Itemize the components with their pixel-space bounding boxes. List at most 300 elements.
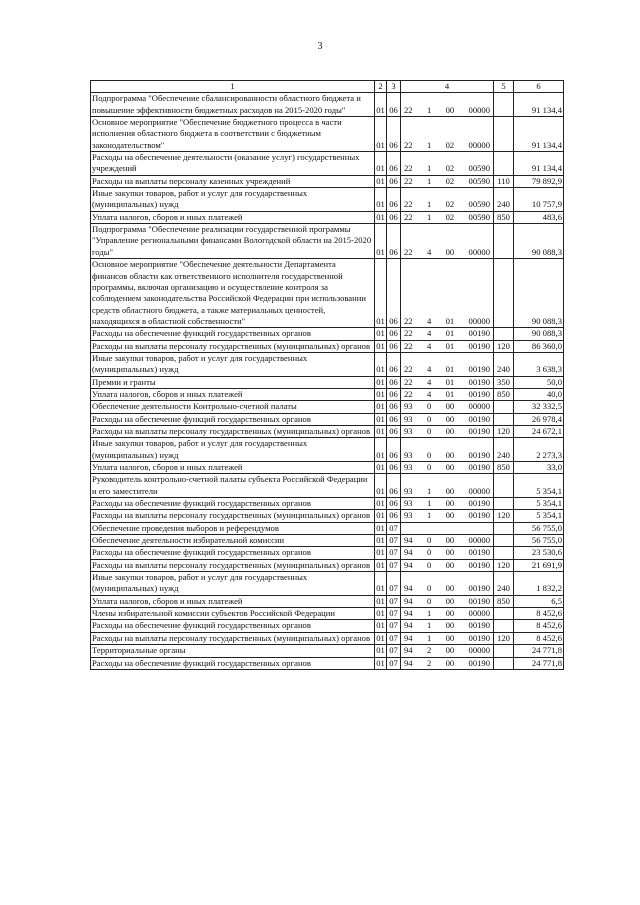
row-target-article — [401, 93, 494, 117]
target-article-code — [402, 316, 492, 327]
row-section: 01 — [376, 645, 385, 656]
target-article-part: 00 — [445, 535, 455, 546]
row-expense-type: 120 — [494, 559, 514, 571]
target-article-part: 00000 — [468, 246, 490, 257]
row-expense-type — [494, 259, 514, 328]
row-name: Подпрограмма "Обеспечение сбалансированности областного бюджета и повышение эффективности бюджетных расходов на 2015-2020 годы" — [91, 93, 375, 117]
row-expense-type: 120 — [494, 632, 514, 644]
row-name: Расходы на обеспечение функций государственных органов — [91, 413, 375, 425]
row-section: 01 — [376, 620, 385, 631]
target-article-part: 00 — [445, 620, 455, 631]
target-article-part: 00 — [445, 449, 455, 460]
row-name: Расходы на выплаты персоналу государственных (муниципальных) органов — [91, 559, 375, 571]
target-article-part: 22 — [404, 163, 413, 174]
target-article-part: 00190 — [468, 559, 490, 570]
row-target-article — [401, 352, 494, 376]
row-target-article — [401, 535, 494, 547]
row-target-article — [401, 608, 494, 620]
target-article-part: 1 — [426, 211, 432, 222]
target-article-part: 0 — [426, 449, 432, 460]
row-name: Подпрограмма "Обеспечение реализации государственной программы "Управление региональными финансами Вологодской области на 2015-2020 годы" — [91, 224, 375, 259]
target-article-part: 00190 — [468, 328, 490, 339]
row-target-article — [401, 522, 494, 534]
row-subsection: 06 — [387, 352, 401, 376]
header-cell: 1 — [91, 81, 375, 93]
target-article-part: 00000 — [468, 535, 490, 546]
target-article-part: 00 — [445, 246, 455, 257]
row-section: 01 — [375, 188, 387, 212]
row-amount: 3 638,3 — [514, 352, 564, 376]
target-article-part: 00590 — [468, 199, 490, 210]
row-expense-type: 850 — [494, 388, 514, 400]
row-name: Иные закупки товаров, работ и услуг для государственных (муниципальных) нужд — [91, 438, 375, 462]
table-row — [91, 438, 564, 462]
row-amount: 8 452,6 — [514, 620, 564, 632]
row-expense-type: 120 — [494, 340, 514, 352]
target-article-part: 00 — [445, 559, 455, 570]
target-article-part: 00190 — [468, 583, 490, 594]
target-article-part: 22 — [404, 364, 413, 375]
row-amount: 6,5 — [514, 595, 564, 607]
row-target-article — [401, 462, 494, 474]
target-article-part: 94 — [404, 645, 413, 656]
target-article-part: 94 — [404, 620, 413, 631]
row-subsection: 07 — [387, 595, 401, 607]
target-article-part: 93 — [404, 449, 413, 460]
target-article-code — [402, 140, 492, 151]
row-target-article — [401, 388, 494, 400]
row-section: 01 — [376, 498, 385, 509]
row-target-article — [401, 438, 494, 462]
row-subsection: 07 — [387, 547, 401, 559]
target-article-part: 22 — [404, 388, 413, 399]
row-expense-type — [494, 93, 514, 117]
row-subsection: 06 — [387, 211, 401, 223]
target-article-part: 00 — [445, 510, 455, 521]
table-row — [91, 401, 564, 413]
table-row — [91, 608, 564, 620]
row-amount: 5 354,1 — [514, 498, 564, 510]
row-name: Иные закупки товаров, работ и услуг для государственных (муниципальных) нужд — [91, 352, 375, 376]
row-subsection: 06 — [387, 259, 401, 328]
row-target-article — [401, 620, 494, 632]
target-article-part: 94 — [404, 535, 413, 546]
row-name: Расходы на обеспечение функций государственных органов — [91, 547, 375, 559]
row-section: 01 — [375, 572, 387, 596]
target-article-part: 94 — [404, 559, 413, 570]
row-amount: 483,6 — [514, 211, 564, 223]
row-subsection: 06 — [387, 224, 401, 259]
row-expense-type — [494, 522, 514, 534]
row-target-article — [401, 474, 494, 498]
row-expense-type: 850 — [494, 595, 514, 607]
target-article-code — [402, 620, 492, 631]
table-row — [91, 211, 564, 223]
row-subsection: 06 — [387, 388, 401, 400]
row-subsection: 06 — [387, 510, 401, 522]
row-section: 01 — [376, 413, 385, 424]
row-amount: 91 134,4 — [514, 93, 564, 117]
row-target-article — [401, 425, 494, 437]
row-amount: 5 354,1 — [514, 474, 564, 498]
row-expense-type: 240 — [494, 188, 514, 212]
target-article-part: 00000 — [468, 485, 490, 496]
row-section: 01 — [376, 425, 385, 436]
row-target-article — [401, 259, 494, 328]
target-article-part: 00 — [445, 645, 455, 656]
row-subsection: 07 — [387, 608, 401, 620]
row-subsection: 07 — [387, 572, 401, 596]
row-amount: 90 088,3 — [514, 328, 564, 340]
table-row — [91, 559, 564, 571]
table-row — [91, 413, 564, 425]
target-article-part: 0 — [426, 413, 432, 424]
table-row — [91, 340, 564, 352]
row-subsection: 07 — [387, 657, 401, 669]
target-article-part: 2 — [426, 645, 432, 656]
target-article-code — [402, 462, 492, 473]
row-target-article — [401, 340, 494, 352]
row-expense-type — [494, 224, 514, 259]
target-article-part: 22 — [404, 340, 413, 351]
row-expense-type — [494, 474, 514, 498]
target-article-code — [402, 401, 492, 412]
row-name: Обеспечение деятельности избирательной комиссии — [91, 535, 375, 547]
row-section: 01 — [376, 175, 385, 186]
target-article-part: 22 — [404, 246, 413, 257]
row-target-article — [401, 547, 494, 559]
row-target-article — [401, 188, 494, 212]
row-subsection: 06 — [387, 93, 401, 117]
target-article-part: 2 — [426, 657, 432, 668]
row-name: Уплата налогов, сборов и иных платежей — [91, 388, 375, 400]
target-article-part: 1 — [426, 632, 432, 643]
header-row — [91, 81, 564, 93]
target-article-part: 00190 — [468, 376, 490, 387]
row-name: Руководитель контрольно-счетной палаты субъекта Российской Федерации и его заместители — [91, 474, 375, 498]
target-article-part: 00190 — [468, 498, 490, 509]
target-article-part: 00 — [445, 657, 455, 668]
target-article-part: 00000 — [468, 401, 490, 412]
row-name: Уплата налогов, сборов и иных платежей — [91, 462, 375, 474]
row-expense-type: 240 — [494, 572, 514, 596]
target-article-part: 94 — [404, 595, 413, 606]
row-name: Премии и гранты — [91, 376, 375, 388]
target-article-part: 00190 — [468, 449, 490, 460]
target-article-code — [402, 176, 492, 187]
target-article-code — [402, 596, 492, 607]
row-amount: 32 332,5 — [514, 401, 564, 413]
target-article-part: 0 — [426, 547, 432, 558]
row-expense-type — [494, 401, 514, 413]
budget-table — [90, 80, 564, 670]
row-amount: 24 771,8 — [514, 645, 564, 657]
target-article-part: 01 — [445, 364, 455, 375]
row-name: Члены избирательной комиссии субъектов Российской Федерации — [91, 608, 375, 620]
table-row — [91, 657, 564, 669]
row-section: 01 — [376, 388, 385, 399]
row-target-article — [401, 413, 494, 425]
target-article-part: 01 — [445, 340, 455, 351]
row-section: 01 — [376, 657, 385, 668]
row-section: 01 — [375, 224, 387, 259]
header-cell: 4 — [401, 81, 494, 93]
target-article-part: 22 — [404, 175, 413, 186]
row-expense-type: 350 — [494, 376, 514, 388]
row-section: 01 — [376, 462, 385, 472]
target-article-code — [402, 341, 492, 352]
target-article-part: 00 — [445, 498, 455, 509]
table-row — [91, 259, 564, 328]
table-row — [91, 224, 564, 259]
target-article-part: 1 — [426, 199, 432, 210]
page-number: 3 — [317, 41, 323, 52]
target-article-part: 01 — [445, 376, 455, 387]
row-expense-type — [494, 608, 514, 620]
target-article-part: 0 — [426, 425, 432, 436]
target-article-code — [402, 364, 492, 375]
table-row — [91, 188, 564, 212]
table-row — [91, 632, 564, 644]
target-article-code — [402, 377, 492, 388]
row-name: Расходы на выплаты персоналу казенных учреждений — [91, 175, 375, 187]
target-article-code — [402, 583, 492, 594]
row-amount: 50,0 — [514, 376, 564, 388]
row-amount: 33,0 — [514, 462, 564, 474]
target-article-part: 00 — [445, 413, 455, 424]
target-article-code — [402, 163, 492, 174]
row-expense-type — [494, 413, 514, 425]
target-article-part: 94 — [404, 547, 413, 558]
row-subsection: 06 — [387, 175, 401, 187]
target-article-part: 22 — [404, 139, 413, 150]
target-article-part: 93 — [404, 462, 413, 472]
target-article-code — [402, 633, 492, 644]
row-target-article — [401, 401, 494, 413]
row-target-article — [401, 498, 494, 510]
target-article-code — [402, 199, 492, 210]
row-section: 01 — [376, 401, 385, 412]
row-name: Обеспечение проведения выборов и референдумов — [91, 522, 375, 534]
target-article-part: 94 — [404, 657, 413, 668]
target-article-part: 00 — [445, 401, 455, 412]
target-article-part: 02 — [445, 175, 455, 186]
row-name: Иные закупки товаров, работ и услуг для государственных (муниципальных) нужд — [91, 572, 375, 596]
target-article-part: 93 — [404, 425, 413, 436]
target-article-code — [402, 105, 492, 116]
target-article-code — [402, 212, 492, 223]
row-amount: 5 354,1 — [514, 510, 564, 522]
row-subsection: 07 — [387, 535, 401, 547]
row-amount: 56 755,0 — [514, 535, 564, 547]
row-section: 01 — [376, 595, 385, 606]
target-article-part: 00190 — [468, 595, 490, 606]
row-expense-type — [494, 657, 514, 669]
row-expense-type: 850 — [494, 211, 514, 223]
row-amount: 86 360,0 — [514, 340, 564, 352]
target-article-code — [402, 560, 492, 571]
target-article-part: 22 — [404, 199, 413, 210]
row-amount: 21 691,9 — [514, 559, 564, 571]
row-subsection: 06 — [387, 438, 401, 462]
row-expense-type: 120 — [494, 425, 514, 437]
target-article-part: 00190 — [468, 657, 490, 668]
row-expense-type: 240 — [494, 438, 514, 462]
table-row — [91, 595, 564, 607]
row-section: 01 — [376, 328, 385, 339]
table-row — [91, 498, 564, 510]
target-article-part: 0 — [426, 401, 432, 412]
row-amount: 79 892,9 — [514, 175, 564, 187]
target-article-part: 93 — [404, 413, 413, 424]
target-article-code — [402, 535, 492, 546]
target-article-code — [402, 389, 492, 400]
row-amount: 2 273,3 — [514, 438, 564, 462]
target-article-part: 00000 — [468, 315, 490, 326]
row-name: Иные закупки товаров, работ и услуг для государственных (муниципальных) нужд — [91, 188, 375, 212]
target-article-part: 93 — [404, 485, 413, 496]
row-section: 01 — [376, 376, 385, 387]
target-article-part: 00590 — [468, 163, 490, 174]
target-article-part: 0 — [426, 583, 432, 594]
header-cell: 3 — [387, 81, 401, 93]
row-subsection: 06 — [387, 462, 401, 474]
target-article-part: 00190 — [468, 413, 490, 424]
target-article-part: 00000 — [468, 645, 490, 656]
row-subsection: 06 — [387, 425, 401, 437]
target-article-part: 00 — [445, 104, 455, 115]
row-amount: 24 672,1 — [514, 425, 564, 437]
row-name: Уплата налогов, сборов и иных платежей — [91, 595, 375, 607]
row-amount: 1 832,2 — [514, 572, 564, 596]
table-row — [91, 352, 564, 376]
row-name: Расходы на выплаты персоналу государственных (муниципальных) органов — [91, 425, 375, 437]
target-article-part: 00190 — [468, 632, 490, 643]
target-article-code — [402, 247, 492, 258]
row-section: 01 — [375, 474, 387, 498]
target-article-part: 01 — [445, 328, 455, 339]
header-cell: 6 — [514, 81, 564, 93]
row-amount: 90 088,3 — [514, 259, 564, 328]
row-target-article — [401, 211, 494, 223]
table-row — [91, 535, 564, 547]
target-article-code — [402, 608, 492, 619]
target-article-part: 93 — [404, 498, 413, 509]
row-section: 01 — [376, 522, 385, 533]
table-row — [91, 645, 564, 657]
row-name: Территориальные органы — [91, 645, 375, 657]
target-article-part: 22 — [404, 328, 413, 339]
row-expense-type: 240 — [494, 352, 514, 376]
target-article-part: 02 — [445, 211, 455, 222]
table-row — [91, 474, 564, 498]
row-subsection: 06 — [387, 117, 401, 152]
target-article-part: 4 — [426, 388, 432, 399]
row-section: 01 — [376, 535, 385, 546]
target-article-part: 00 — [445, 608, 455, 619]
target-article-part: 4 — [426, 340, 432, 351]
row-section: 01 — [375, 352, 387, 376]
row-amount: 10 757,9 — [514, 188, 564, 212]
row-section: 01 — [375, 117, 387, 152]
target-article-part: 1 — [426, 139, 432, 150]
row-name: Основное мероприятие "Обеспечение бюджетного процесса в части исполнения областного бюджета в соответствии с бюджетным законодательством" — [91, 117, 375, 152]
target-article-part: 00190 — [468, 620, 490, 631]
target-article-part: 1 — [426, 498, 432, 509]
row-target-article — [401, 657, 494, 669]
target-article-part: 93 — [404, 510, 413, 521]
row-amount: 40,0 — [514, 388, 564, 400]
target-article-code — [402, 547, 492, 558]
table-row — [91, 152, 564, 176]
target-article-part: 02 — [445, 199, 455, 210]
target-article-part: 0 — [426, 462, 432, 472]
target-article-code — [402, 510, 492, 521]
target-article-code — [402, 426, 492, 437]
row-subsection: 06 — [387, 152, 401, 176]
row-target-article — [401, 224, 494, 259]
target-article-part: 02 — [445, 139, 455, 150]
header-cell: 2 — [375, 81, 387, 93]
target-article-part: 00190 — [468, 340, 490, 351]
target-article-part: 00190 — [468, 364, 490, 375]
row-section: 01 — [376, 547, 385, 558]
row-expense-type — [494, 620, 514, 632]
row-expense-type: 110 — [494, 175, 514, 187]
row-subsection: 06 — [387, 474, 401, 498]
row-amount: 8 452,6 — [514, 632, 564, 644]
target-article-part: 00 — [445, 632, 455, 643]
target-article-part: 22 — [404, 315, 413, 326]
target-article-part: 4 — [426, 246, 432, 257]
row-amount: 56 755,0 — [514, 522, 564, 534]
target-article-part: 00190 — [468, 547, 490, 558]
table-row — [91, 462, 564, 474]
table-row — [91, 93, 564, 117]
target-article-part: 00 — [445, 595, 455, 606]
row-section: 01 — [375, 152, 387, 176]
row-amount: 23 530,6 — [514, 547, 564, 559]
target-article-part: 01 — [445, 315, 455, 326]
row-amount: 8 452,6 — [514, 608, 564, 620]
row-name: Расходы на обеспечение функций государственных органов — [91, 620, 375, 632]
row-expense-type — [494, 117, 514, 152]
row-expense-type — [494, 498, 514, 510]
row-amount: 90 088,3 — [514, 224, 564, 259]
row-expense-type: 120 — [494, 510, 514, 522]
target-article-part: 00190 — [468, 388, 490, 399]
table-row — [91, 522, 564, 534]
target-article-part: 00000 — [468, 104, 490, 115]
row-subsection: 06 — [387, 188, 401, 212]
target-article-part: 94 — [404, 608, 413, 619]
target-article-part: 00 — [445, 425, 455, 436]
target-article-part: 94 — [404, 583, 413, 594]
row-subsection: 07 — [387, 620, 401, 632]
row-name: Уплата налогов, сборов и иных платежей — [91, 211, 375, 223]
row-expense-type — [494, 152, 514, 176]
row-section: 01 — [375, 93, 387, 117]
row-name: Расходы на обеспечение функций государственных органов — [91, 328, 375, 340]
row-expense-type — [494, 535, 514, 547]
table-row — [91, 425, 564, 437]
target-article-part: 00190 — [468, 462, 490, 472]
target-article-part: 00000 — [468, 139, 490, 150]
table-row — [91, 175, 564, 187]
row-section: 01 — [376, 211, 385, 222]
table-row — [91, 117, 564, 152]
row-expense-type — [494, 328, 514, 340]
